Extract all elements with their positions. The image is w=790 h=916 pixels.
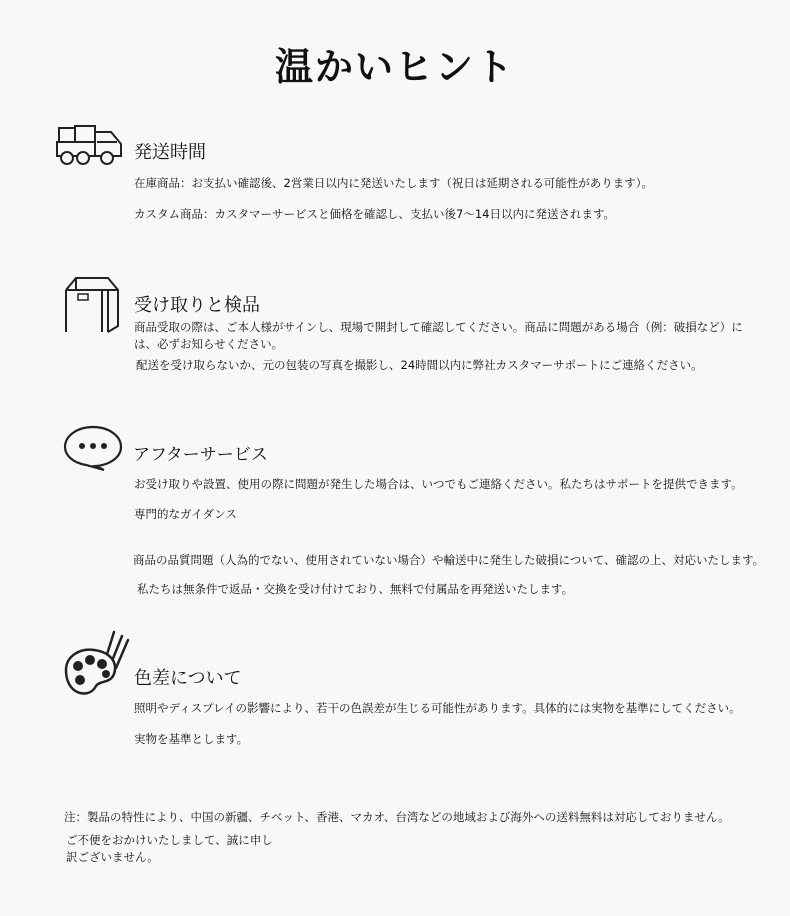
chat-bubble-icon [62,424,124,472]
color-difference-text: 照明やディスプレイの影響により、若干の色誤差が生じる可能性があります。具体的には実物を基準にしてください。 [134,701,741,715]
section-heading-color-difference: 色差について [134,668,242,689]
shipping-custom-text: カスタム商品：カスタマーサービスと価格を確認し、支払い後7〜14日以内に発送されます。 [134,207,616,221]
page-title: 温かいヒント [274,45,515,89]
box-icon [62,276,124,338]
section-heading-shipping: 発送時間 [134,142,206,163]
after-service-quality-text: 商品の品質問題（人為的でない、使用されていない場合）や輸送中に発生した破損について、確認の上、対応いたします。 [133,553,765,567]
receiving-refuse-text: 配送を受け取らないか、元の包装の写真を撮影し、24時間以内に弊社カスタマーサポートにご連絡ください。 [136,358,703,372]
shipping-note: 注：製品の特性により、中国の新疆、チベット、香港、マカオ、台湾などの地域および海外への送料無料は対応しておりません。 [64,810,730,824]
section-heading-receiving: 受け取りと検品 [134,295,260,316]
after-service-contact-text: お受け取りや設置、使用の際に問題が発生した場合は、いつでもご連絡ください。私たちはサポートを提供できます。 [134,477,743,491]
receiving-inspection-text: 商品受取の際は、ご本人様がサインし、現場で開封して確認してください。商品に問題がある場合（例：破損など）には、必ずお知らせください。 [134,320,743,351]
color-standard-text: 実物を基準とします。 [134,732,249,746]
after-service-guidance-text: 専門的なガイダンス [134,507,237,521]
after-service-return-text: 私たちは無条件で返品・交換を受け付けており、無料で付属品を再発送いたします。 [137,582,574,596]
section-heading-after-service: アフターサービス [133,445,268,465]
apology-note: ご不便をおかけいたしまして、誠に申し訳ございません。 [66,833,273,864]
palette-icon [60,630,132,700]
truck-icon [55,124,125,166]
shipping-stock-text: 在庫商品：お支払い確認後、2営業日以内に発送いたします（祝日は延期される可能性があります）。 [134,176,654,190]
